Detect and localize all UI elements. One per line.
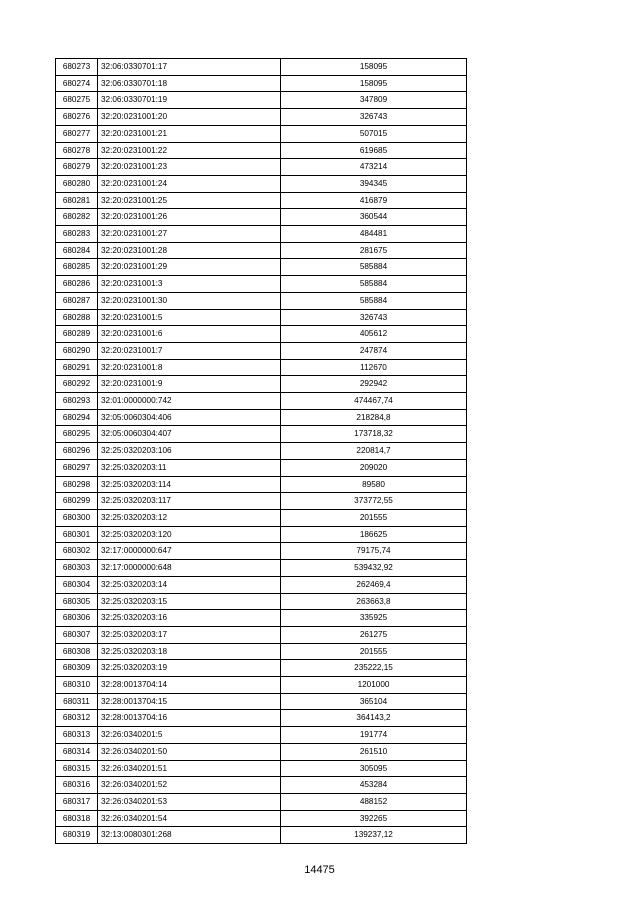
value-cell: 247874: [281, 342, 467, 359]
row-id-cell: 680289: [56, 326, 98, 343]
value-cell: 261275: [281, 626, 467, 643]
table-row: [56, 493, 467, 510]
row-id-cell: 680297: [56, 459, 98, 476]
cadastral-number-cell: 32:20:0231001:6: [98, 326, 281, 343]
row-id-cell: 680281: [56, 192, 98, 209]
value-cell: 416879: [281, 192, 467, 209]
cadastral-number-cell: 32:01:0000000:742: [98, 393, 281, 410]
row-id-cell: 680279: [56, 159, 98, 176]
cadastral-number-cell: 32:05:0060304:407: [98, 426, 281, 443]
cadastral-number-cell: 32:20:0231001:8: [98, 359, 281, 376]
row-id-cell: 680291: [56, 359, 98, 376]
value-cell: 473214: [281, 159, 467, 176]
cadastral-number-cell: 32:25:0320203:11: [98, 459, 281, 476]
cadastral-number-cell: 32:20:0231001:25: [98, 192, 281, 209]
cadastral-number-cell: 32:25:0320203:18: [98, 643, 281, 660]
value-cell: 484481: [281, 226, 467, 243]
cadastral-number-cell: 32:05:0060304:406: [98, 409, 281, 426]
value-cell: 235222,15: [281, 660, 467, 677]
value-cell: 394345: [281, 175, 467, 192]
table-row: [56, 59, 467, 76]
table-row: [56, 259, 467, 276]
cadastral-number-cell: 32:25:0320203:120: [98, 526, 281, 543]
row-id-cell: 680278: [56, 142, 98, 159]
table-row: [56, 710, 467, 727]
row-id-cell: 680310: [56, 677, 98, 694]
table-row: [56, 242, 467, 259]
row-id-cell: 680284: [56, 242, 98, 259]
row-id-cell: 680288: [56, 309, 98, 326]
value-cell: 218284,8: [281, 409, 467, 426]
cadastral-number-cell: 32:25:0320203:114: [98, 476, 281, 493]
cadastral-number-cell: 32:26:0340201:53: [98, 793, 281, 810]
table-row: [56, 109, 467, 126]
row-id-cell: 680318: [56, 810, 98, 827]
value-cell: 585884: [281, 276, 467, 293]
value-cell: 619685: [281, 142, 467, 159]
table-row: [56, 459, 467, 476]
row-id-cell: 680293: [56, 393, 98, 410]
row-id-cell: 680301: [56, 526, 98, 543]
cadastral-number-cell: 32:25:0320203:14: [98, 576, 281, 593]
table-row: [56, 209, 467, 226]
table-row: [56, 359, 467, 376]
row-id-cell: 680290: [56, 342, 98, 359]
cadastral-number-cell: 32:20:0231001:9: [98, 376, 281, 393]
row-id-cell: 680319: [56, 827, 98, 844]
value-cell: 373772,55: [281, 493, 467, 510]
row-id-cell: 680294: [56, 409, 98, 426]
table-row: [56, 292, 467, 309]
value-cell: 281675: [281, 242, 467, 259]
value-cell: 158095: [281, 75, 467, 92]
cadastral-number-cell: 32:25:0320203:15: [98, 593, 281, 610]
value-cell: 158095: [281, 59, 467, 76]
cadastral-number-cell: 32:20:0231001:3: [98, 276, 281, 293]
row-id-cell: 680316: [56, 777, 98, 794]
row-id-cell: 680285: [56, 259, 98, 276]
cadastral-number-cell: 32:06:0330701:18: [98, 75, 281, 92]
row-id-cell: 680308: [56, 643, 98, 660]
table-row: [56, 476, 467, 493]
value-cell: 1201000: [281, 677, 467, 694]
value-cell: 585884: [281, 259, 467, 276]
table-row: [56, 626, 467, 643]
table-row: [56, 125, 467, 142]
table-row: [56, 560, 467, 577]
cadastral-number-cell: 32:28:0013704:16: [98, 710, 281, 727]
table-row: [56, 643, 467, 660]
value-cell: 262469,4: [281, 576, 467, 593]
row-id-cell: 680273: [56, 59, 98, 76]
row-id-cell: 680302: [56, 543, 98, 560]
table-row: [56, 827, 467, 844]
value-cell: 89580: [281, 476, 467, 493]
table-row: [56, 326, 467, 343]
table-row: [56, 693, 467, 710]
cadastral-number-cell: 32:20:0231001:29: [98, 259, 281, 276]
table-row: [56, 309, 467, 326]
value-cell: 112670: [281, 359, 467, 376]
table-row: [56, 660, 467, 677]
table-row: [56, 593, 467, 610]
value-cell: 392265: [281, 810, 467, 827]
row-id-cell: 680315: [56, 760, 98, 777]
row-id-cell: 680274: [56, 75, 98, 92]
value-cell: 326743: [281, 109, 467, 126]
table-row: [56, 443, 467, 460]
row-id-cell: 680317: [56, 793, 98, 810]
table-row: [56, 576, 467, 593]
table-row: [56, 376, 467, 393]
value-cell: 453284: [281, 777, 467, 794]
table-row: [56, 92, 467, 109]
row-id-cell: 680312: [56, 710, 98, 727]
value-cell: 209020: [281, 459, 467, 476]
row-id-cell: 680311: [56, 693, 98, 710]
row-id-cell: 680298: [56, 476, 98, 493]
table-row: [56, 777, 467, 794]
table-row: [56, 610, 467, 627]
cadastral-number-cell: 32:26:0340201:54: [98, 810, 281, 827]
value-cell: 263663,8: [281, 593, 467, 610]
cadastral-number-cell: 32:20:0231001:22: [98, 142, 281, 159]
value-cell: 326743: [281, 309, 467, 326]
table-row: [56, 342, 467, 359]
row-id-cell: 680304: [56, 576, 98, 593]
table-row: [56, 526, 467, 543]
value-cell: 201555: [281, 643, 467, 660]
value-cell: 507015: [281, 125, 467, 142]
cadastral-number-cell: 32:25:0320203:106: [98, 443, 281, 460]
cadastral-number-cell: 32:20:0231001:24: [98, 175, 281, 192]
value-cell: 360544: [281, 209, 467, 226]
cadastral-number-cell: 32:17:0000000:647: [98, 543, 281, 560]
value-cell: 186625: [281, 526, 467, 543]
row-id-cell: 680306: [56, 610, 98, 627]
page-number: 14475: [304, 864, 335, 876]
cadastral-number-cell: 32:20:0231001:27: [98, 226, 281, 243]
row-id-cell: 680309: [56, 660, 98, 677]
table-row: [56, 810, 467, 827]
value-cell: 173718,32: [281, 426, 467, 443]
value-cell: 405612: [281, 326, 467, 343]
cadastral-number-cell: 32:20:0231001:21: [98, 125, 281, 142]
value-cell: 365104: [281, 693, 467, 710]
row-id-cell: 680282: [56, 209, 98, 226]
cadastral-number-cell: 32:06:0330701:19: [98, 92, 281, 109]
cadastral-number-cell: 32:26:0340201:51: [98, 760, 281, 777]
value-cell: 261510: [281, 743, 467, 760]
table-row: [56, 793, 467, 810]
cadastral-number-cell: 32:06:0330701:17: [98, 59, 281, 76]
cadastral-number-cell: 32:20:0231001:26: [98, 209, 281, 226]
value-cell: 220814,7: [281, 443, 467, 460]
cadastral-number-cell: 32:26:0340201:5: [98, 727, 281, 744]
table-row: [56, 276, 467, 293]
cadastral-number-cell: 32:26:0340201:52: [98, 777, 281, 794]
cadastral-number-cell: 32:25:0320203:12: [98, 509, 281, 526]
cadastral-number-cell: 32:25:0320203:117: [98, 493, 281, 510]
row-id-cell: 680280: [56, 175, 98, 192]
cadastral-number-cell: 32:25:0320203:17: [98, 626, 281, 643]
row-id-cell: 680277: [56, 125, 98, 142]
cadastral-number-cell: 32:25:0320203:19: [98, 660, 281, 677]
value-cell: 488152: [281, 793, 467, 810]
value-cell: 335925: [281, 610, 467, 627]
table-row: [56, 175, 467, 192]
row-id-cell: 680305: [56, 593, 98, 610]
cadastral-number-cell: 32:20:0231001:20: [98, 109, 281, 126]
cadastral-number-cell: 32:20:0231001:7: [98, 342, 281, 359]
table-row: [56, 509, 467, 526]
value-cell: 347809: [281, 92, 467, 109]
row-id-cell: 680283: [56, 226, 98, 243]
table-row: [56, 426, 467, 443]
row-id-cell: 680307: [56, 626, 98, 643]
table-row: [56, 760, 467, 777]
table-row: [56, 226, 467, 243]
table-row: [56, 393, 467, 410]
value-cell: 474467,74: [281, 393, 467, 410]
value-cell: 305095: [281, 760, 467, 777]
row-id-cell: 680286: [56, 276, 98, 293]
value-cell: 585884: [281, 292, 467, 309]
cadastral-number-cell: 32:25:0320203:16: [98, 610, 281, 627]
table-row: [56, 727, 467, 744]
data-table: [55, 58, 467, 844]
table-row: [56, 743, 467, 760]
table-body: [56, 59, 467, 844]
cadastral-number-cell: 32:28:0013704:15: [98, 693, 281, 710]
value-cell: 79175,74: [281, 543, 467, 560]
cadastral-number-cell: 32:28:0013704:14: [98, 677, 281, 694]
cadastral-number-cell: 32:26:0340201:50: [98, 743, 281, 760]
row-id-cell: 680300: [56, 509, 98, 526]
table-row: [56, 543, 467, 560]
table-row: [56, 142, 467, 159]
row-id-cell: 680314: [56, 743, 98, 760]
row-id-cell: 680296: [56, 443, 98, 460]
row-id-cell: 680299: [56, 493, 98, 510]
row-id-cell: 680292: [56, 376, 98, 393]
cadastral-number-cell: 32:20:0231001:5: [98, 309, 281, 326]
table-row: [56, 75, 467, 92]
cadastral-number-cell: 32:20:0231001:28: [98, 242, 281, 259]
row-id-cell: 680287: [56, 292, 98, 309]
row-id-cell: 680313: [56, 727, 98, 744]
value-cell: 191774: [281, 727, 467, 744]
value-cell: 539432,92: [281, 560, 467, 577]
value-cell: 292942: [281, 376, 467, 393]
value-cell: 201555: [281, 509, 467, 526]
row-id-cell: 680303: [56, 560, 98, 577]
cadastral-number-cell: 32:17:0000000:648: [98, 560, 281, 577]
value-cell: 364143,2: [281, 710, 467, 727]
table-row: [56, 409, 467, 426]
cadastral-number-cell: 32:13:0080301:268: [98, 827, 281, 844]
cadastral-number-cell: 32:20:0231001:30: [98, 292, 281, 309]
value-cell: 139237,12: [281, 827, 467, 844]
row-id-cell: 680275: [56, 92, 98, 109]
cadastral-number-cell: 32:20:0231001:23: [98, 159, 281, 176]
table-row: [56, 159, 467, 176]
table-row: [56, 677, 467, 694]
table-row: [56, 192, 467, 209]
row-id-cell: 680276: [56, 109, 98, 126]
row-id-cell: 680295: [56, 426, 98, 443]
